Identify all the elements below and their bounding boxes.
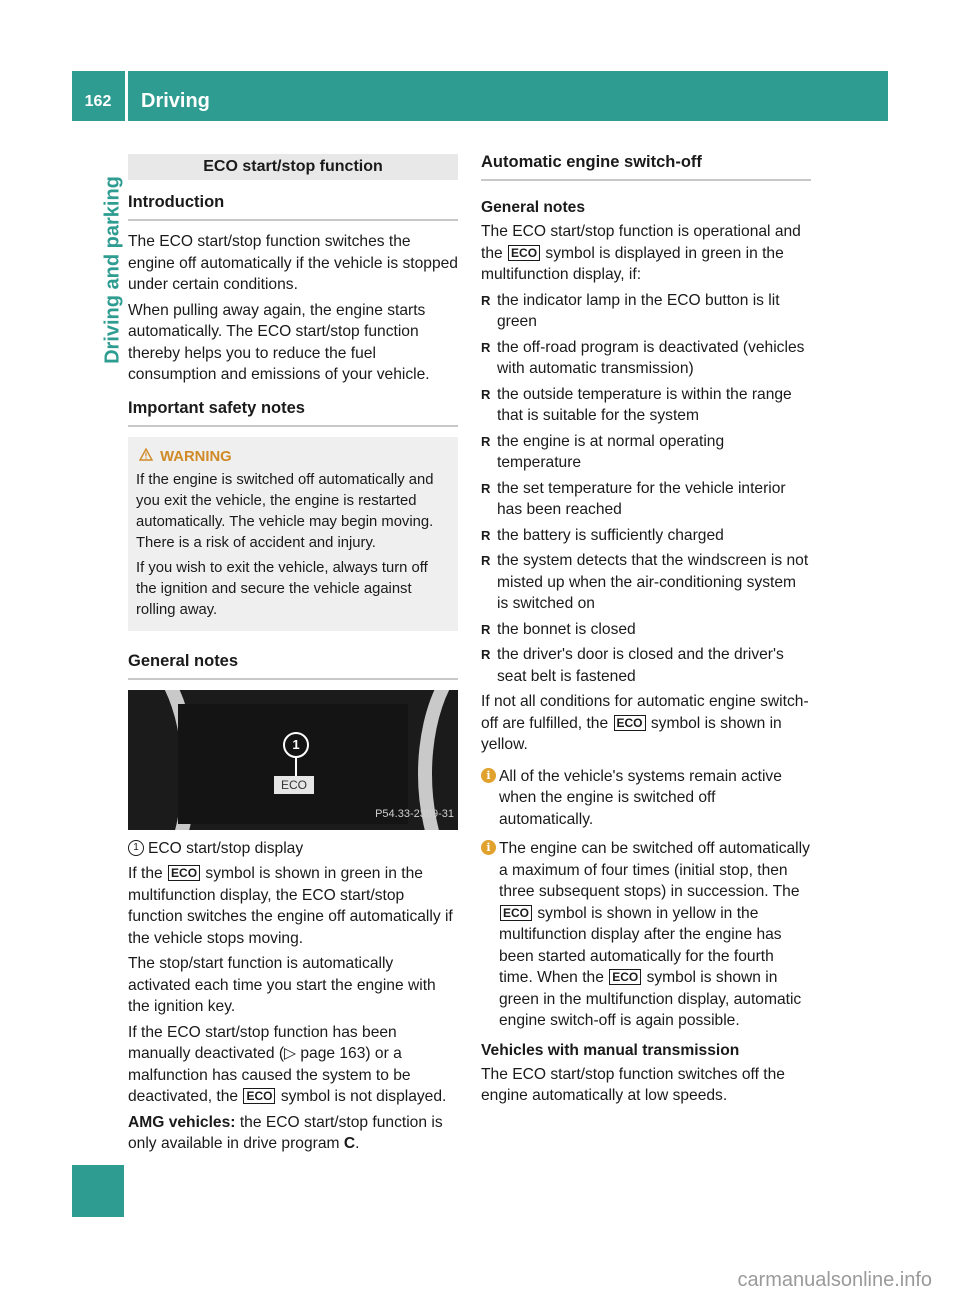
left-column [128,154,458,1159]
warning-title [136,447,450,468]
list-item: R the outside temperature is within the range that is suitable for the system [481,384,811,427]
callout-legend-text: ECO start/stop display [148,839,304,857]
text-segment: symbol is shown in yellow. [481,714,782,753]
list-item: R the battery is sufficiently charged [481,525,811,547]
amg-label: AMG vehicles: [128,1113,236,1131]
heading-safety-notes: Important safety notes [128,396,458,427]
list-item: R the bonnet is closed [481,619,811,641]
photo-reference-code: P54.33-2309-31 [375,808,454,820]
text-segment: the ECO start/stop function is only available in drive program [128,1113,443,1152]
right-column [481,150,811,1111]
eco-symbol-icon: ECO [500,905,532,921]
text-segment: If the [128,865,163,882]
eco-symbol-icon: ECO [614,715,646,731]
warning-paragraph-1: If the engine is switched off automatically and you exit the vehicle, the engine is restarted automatically. The vehicle may begin moving. There is a risk of accident and injury. [136,471,434,551]
text-segment: symbol is displayed in green in the multifunction display, if: [481,244,784,283]
info-icon: i [481,768,496,783]
text-segment: The ECO start/stop function is operational and the [481,223,801,262]
watermark: carmanualsonline.info [737,1269,932,1291]
eco-symbol-icon: ECO [168,865,200,881]
subheading-general-notes: General notes [481,199,585,216]
not-all-conditions-paragraph [481,691,811,756]
photo-eco-indicator: ECO [274,776,314,794]
info-note-2 [481,838,811,1032]
list-item: R the set temperature for the vehicle interior has been reached [481,478,811,521]
general-paragraph-1 [128,863,458,949]
general-paragraph-3 [128,1022,458,1108]
list-item: R the indicator lamp in the ECO button is lit green [481,290,811,333]
side-tab-marker [72,1165,124,1217]
photo-callout-line [295,758,297,776]
page-number: 162 [84,93,112,110]
amg-paragraph [128,1112,458,1155]
warning-box [128,437,458,631]
list-item: R the off-road program is deactivated (vehicles with automatic transmission) [481,337,811,380]
warning-triangle-icon [136,447,156,468]
list-item: R the engine is at normal operating temperature [481,431,811,474]
eco-symbol-icon: ECO [243,1088,275,1104]
heading-general-notes: General notes [128,649,458,680]
list-item: R the system detects that the windscreen is not misted up when the air-conditioning system is switched on [481,550,811,615]
side-tab-label: Driving and parking [101,176,124,364]
manual-transmission-text: The ECO start/stop function switches off the engine automatically at low speeds. [481,1065,785,1104]
conditions-intro [481,221,811,286]
warning-title-text: WARNING [160,448,232,465]
callout-number-icon: 1 [128,840,144,856]
info-icon: i [481,840,496,855]
general-paragraph-2: The stop/start function is automatically activated each time you start the engine with the ignition key. [128,955,436,1015]
eco-symbol-icon: ECO [609,969,641,985]
header-divider [125,71,128,121]
text-segment: If not all conditions for automatic engine switch-off are fulfilled, the [481,693,809,732]
callout-legend-1 [128,838,458,860]
list-item: R the driver's door is closed and the driver's seat belt is fastened [481,644,811,687]
info-text: symbol is shown in green in the multifunction display, automatic engine switch-off is again possible. [499,969,802,1029]
heading-manual-transmission: Vehicles with manual transmission [481,1041,740,1059]
eco-symbol-icon: ECO [508,245,540,261]
text-segment: symbol is not displayed. [280,1088,447,1105]
heading-auto-switch-off: Automatic engine switch-off [481,150,811,181]
text-segment: . [355,1135,360,1152]
info-text: The engine can be switched off automatically a maximum of four times (initial stop, then three subsequent stops) in succession. The [499,840,810,900]
text-segment: symbol is shown in green in the multifunction display, the ECO start/stop function switches the engine off automatically if the vehicle stops moving. [128,865,453,947]
heading-introduction: Introduction [128,190,458,221]
conditions-list [481,290,811,688]
section-title: Driving [141,90,210,112]
info-note-1 [481,766,811,831]
photo-callout-marker: 1 [283,732,309,758]
section-heading-eco: ECO start/stop function [128,154,458,180]
drive-program-c: C [343,1135,356,1152]
warning-paragraph-2: If you wish to exit the vehicle, always turn off the ignition and secure the vehicle against rolling away. [136,559,428,618]
display-screen [178,704,408,824]
intro-paragraph-1: The ECO start/stop function switches the engine off automatically if the vehicle is stopped under certain conditions. [128,233,458,293]
intro-paragraph-2: When pulling away again, the engine starts automatically. The ECO start/stop function thereby helps you to reduce the fuel consumption and emissions of your vehicle. [128,301,430,383]
eco-display-photo [128,690,458,830]
info-text: symbol is shown in yellow in the multifunction display after the engine has been started automatically for the fourth time. When the [499,904,782,986]
text-segment: If the ECO start/stop function has been manually deactivated (▷ page 163) or a malfunction has caused the system to be deactivated, the [128,1023,411,1105]
info-text: All of the vehicle's systems remain active when the engine is switched off automatically. [499,767,782,828]
